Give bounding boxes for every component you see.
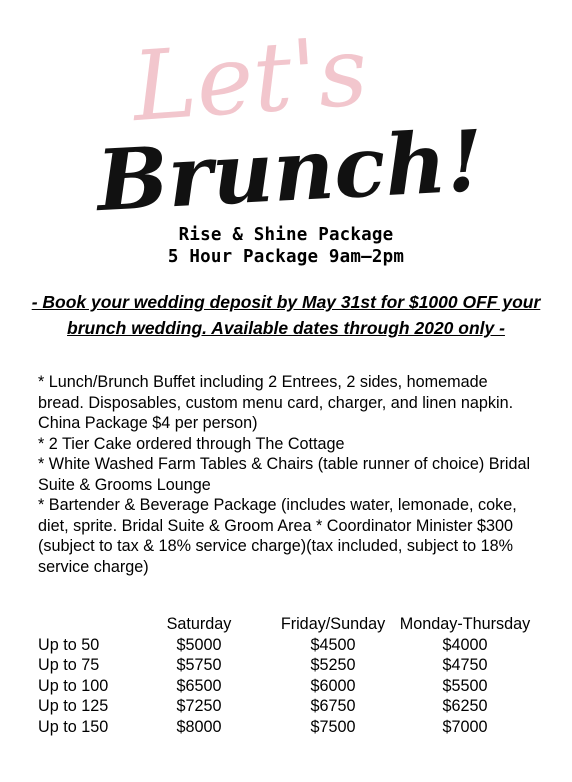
guest-count: Up to 125 xyxy=(38,697,109,715)
price-saturday: $8000 xyxy=(176,717,222,736)
price-saturday: $5000 xyxy=(176,635,222,654)
header-monday-thursday: Monday-Thursday xyxy=(399,615,531,633)
price-friday-sunday: $5250 xyxy=(310,656,356,674)
promo-text: - Book your wedding deposit by May 31st for $1000 OFF your brunch wedding. Available dates through 2020 only - xyxy=(31,292,541,338)
price-monday-thursday: $4750 xyxy=(442,656,488,674)
price-monday-thursday: $5500 xyxy=(442,676,488,695)
logo-brunch-text: Brunch! xyxy=(94,110,486,230)
package-title: Rise & Shine Package xyxy=(178,225,394,245)
price-monday-thursday: $4000 xyxy=(442,635,488,654)
pricing-table xyxy=(38,615,558,738)
guest-count: Up to 50 xyxy=(38,635,100,654)
detail-item: * Bartender & Beverage Package (includes water, lemonade, coke, diet, sprite. Bridal Suite & Groom Area * Coordinator Minister $300 xyxy=(38,496,517,535)
price-saturday: $7250 xyxy=(176,697,222,715)
pricing-header-row xyxy=(38,615,558,636)
guest-count: Up to 100 xyxy=(38,676,109,695)
lets-brunch-logo xyxy=(0,0,572,230)
pricing-row xyxy=(38,656,558,677)
detail-item: * Lunch/Brunch Buffet including 2 Entrees, 2 sides, homemade bread. Disposables, custom menu card, charger, and linen napkin. China Package $4 per person) xyxy=(38,373,514,432)
price-monday-thursday: $7000 xyxy=(442,717,488,736)
package-details xyxy=(38,372,538,577)
package-subtitle: 5 Hour Package 9am–2pm xyxy=(167,247,405,267)
price-friday-sunday: $6750 xyxy=(310,697,356,715)
header-saturday: Saturday xyxy=(166,615,232,633)
detail-item: (subject to tax & 18% service charge)(tax included, subject to 18% service charge) xyxy=(38,537,514,576)
price-monday-thursday: $6250 xyxy=(442,697,488,715)
price-saturday: $6500 xyxy=(176,676,222,695)
detail-item: * White Washed Farm Tables & Chairs (table runner of choice) Bridal Suite & Grooms Lounge xyxy=(38,455,531,494)
pricing-row xyxy=(38,718,558,739)
header-friday-sunday: Friday/Sunday xyxy=(280,615,386,633)
pricing-row xyxy=(38,677,558,698)
price-saturday: $5750 xyxy=(176,656,222,674)
guest-count: Up to 150 xyxy=(38,717,109,736)
price-friday-sunday: $6000 xyxy=(310,676,356,695)
price-friday-sunday: $7500 xyxy=(310,717,356,736)
pricing-row xyxy=(38,697,558,718)
price-friday-sunday: $4500 xyxy=(310,635,356,654)
pricing-row xyxy=(38,636,558,657)
guest-count: Up to 75 xyxy=(38,656,100,674)
logo-lets-text: Let's xyxy=(128,14,371,144)
detail-item: * 2 Tier Cake ordered through The Cottage xyxy=(38,434,345,453)
